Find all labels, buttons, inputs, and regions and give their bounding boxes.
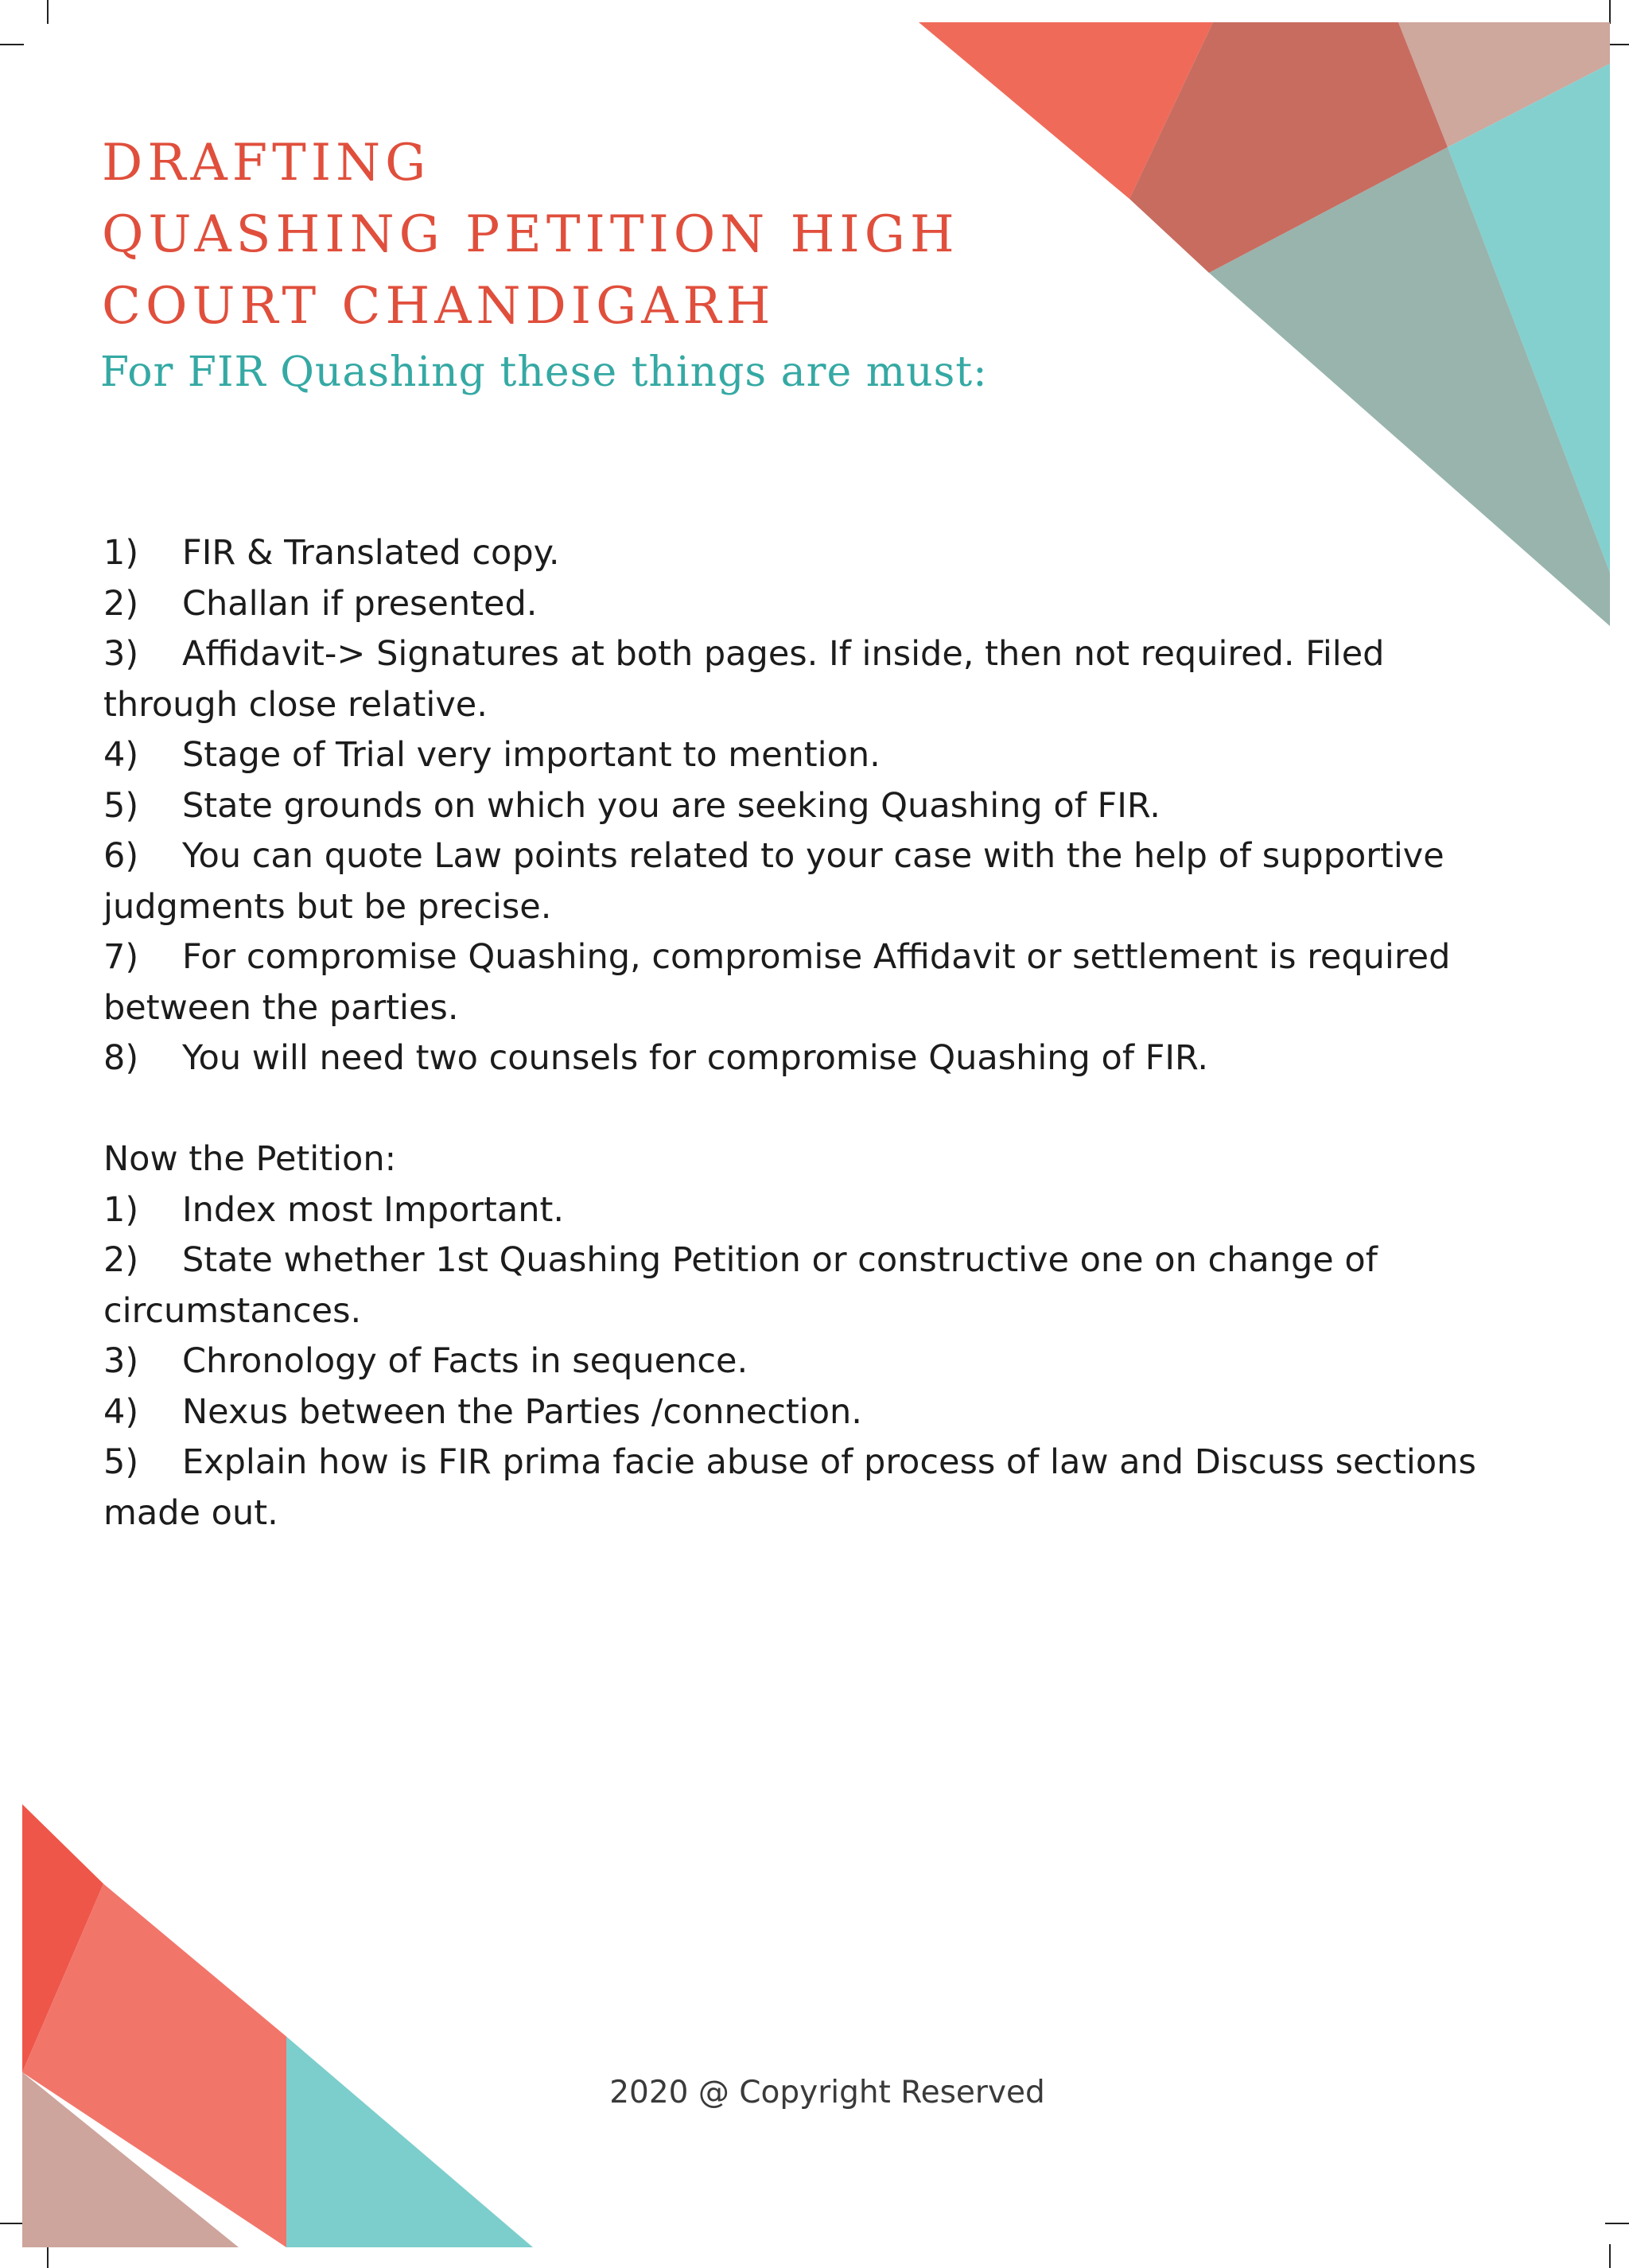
item-text: For compromise Quashing, compromise Affidavit or settlement is required between the parties. bbox=[103, 937, 1451, 1028]
title-line: QUASHING PETITION HIGH bbox=[102, 205, 959, 264]
item-number: 8) bbox=[103, 1038, 139, 1078]
item-text: State whether 1st Quashing Petition or constructive one on change of circumstances. bbox=[103, 1240, 1378, 1331]
item-text: Nexus between the Parties /connection. bbox=[182, 1391, 862, 1432]
copyright-footer: 2020 @ Copyright Reserved bbox=[609, 2075, 1045, 2110]
list-item bbox=[103, 1336, 1519, 1387]
item-number: 1) bbox=[103, 1189, 139, 1230]
list-item bbox=[103, 730, 1519, 781]
title-line: DRAFTING bbox=[102, 134, 431, 193]
list-item bbox=[103, 1185, 1519, 1236]
item-number: 2) bbox=[103, 583, 139, 624]
item-text: FIR & Translated copy. bbox=[182, 533, 560, 573]
item-text: Index most Important. bbox=[182, 1189, 565, 1230]
item-text: You will need two counsels for compromise Quashing of FIR. bbox=[182, 1038, 1209, 1078]
item-number: 5) bbox=[103, 1442, 139, 1482]
list-item bbox=[103, 528, 1519, 579]
item-text: Explain how is FIR prima facie abuse of process of law and Discuss sections made out. bbox=[103, 1442, 1476, 1533]
item-text: State grounds on which you are seeking Quashing of FIR. bbox=[182, 785, 1161, 826]
list-item bbox=[103, 781, 1519, 832]
document-title bbox=[102, 127, 1088, 342]
item-number: 4) bbox=[103, 735, 139, 775]
item-number: 3) bbox=[103, 1341, 139, 1381]
item-number: 2) bbox=[103, 1240, 139, 1280]
list-item bbox=[103, 1033, 1519, 1084]
item-text: You can quote Law points related to your case with the help of supportive judgments but be precise. bbox=[103, 836, 1444, 927]
list-item bbox=[103, 831, 1519, 932]
petition-list bbox=[103, 1185, 1519, 1539]
document-subtitle: For FIR Quashing these things are must: bbox=[100, 348, 988, 396]
bottom-left-triangles bbox=[22, 1804, 533, 2247]
list-item bbox=[103, 1437, 1519, 1539]
list-item bbox=[103, 629, 1519, 730]
item-number: 4) bbox=[103, 1391, 139, 1432]
item-number: 5) bbox=[103, 785, 139, 826]
list-item bbox=[103, 932, 1519, 1033]
item-number: 3) bbox=[103, 634, 139, 674]
petition-heading: Now the Petition: bbox=[103, 1139, 397, 1179]
item-text: Chronology of Facts in sequence. bbox=[182, 1341, 748, 1381]
document-body bbox=[103, 528, 1519, 1539]
item-text: Challan if presented. bbox=[182, 583, 538, 624]
item-number: 1) bbox=[103, 533, 139, 573]
item-text: Affidavit-> Signatures at both pages. If inside, then not required. Filed through close relative. bbox=[103, 634, 1385, 725]
list-item bbox=[103, 1235, 1519, 1336]
title-line: COURT CHANDIGARH bbox=[102, 277, 776, 336]
list-item bbox=[103, 1387, 1519, 1438]
item-number: 6) bbox=[103, 836, 139, 876]
list-item bbox=[103, 579, 1519, 630]
requirements-list bbox=[103, 528, 1519, 1084]
item-text: Stage of Trial very important to mention. bbox=[182, 735, 881, 775]
item-number: 7) bbox=[103, 937, 139, 977]
